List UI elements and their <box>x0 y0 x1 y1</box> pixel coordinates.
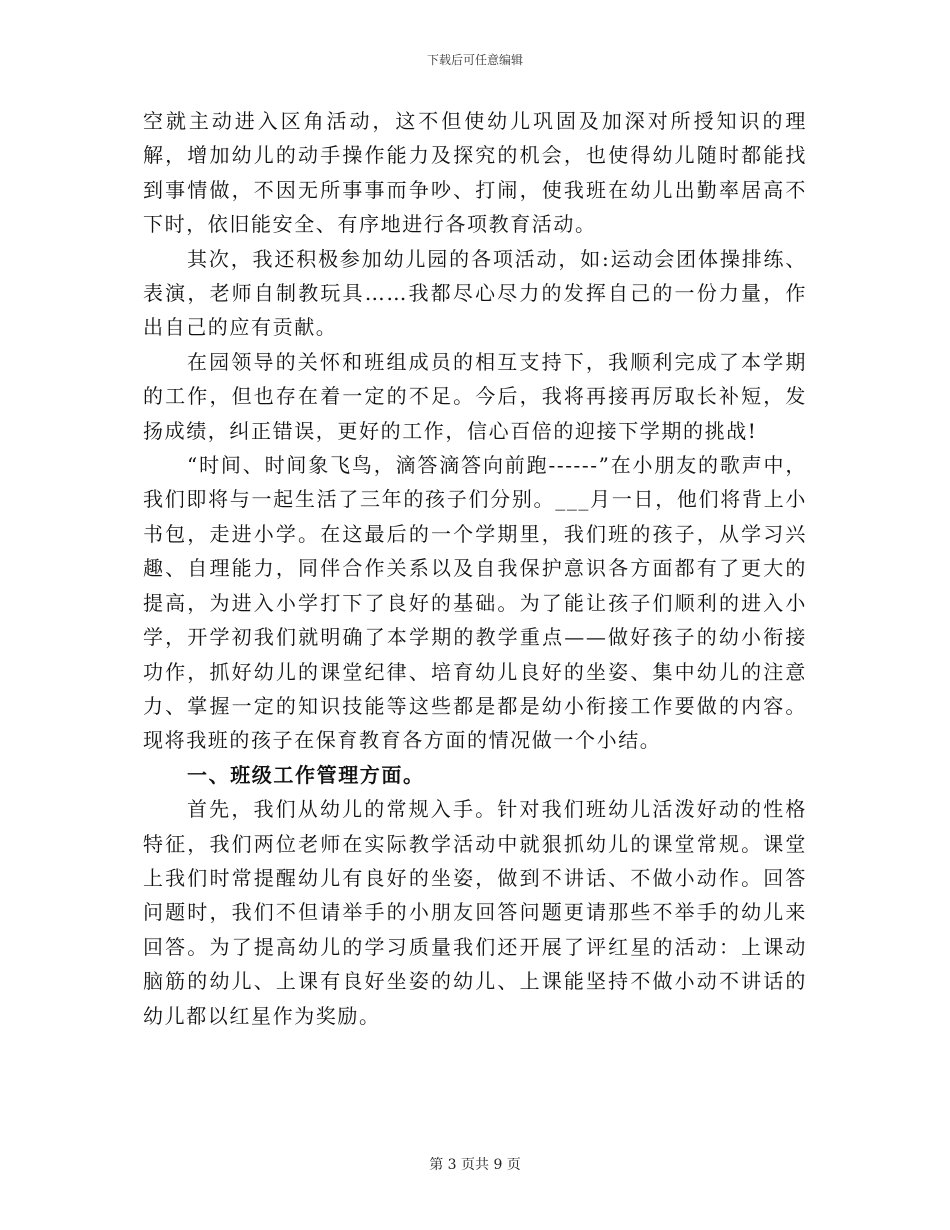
paragraph-summary: 在园领导的关怀和班组成员的相互支持下，我顺利完成了本学期的工作，但也存在着一定的不足。今后，我将再接再厉取长补短，发扬成绩，纠正错误，更好的工作，信心百倍的迎接下学期的挑战! <box>143 349 807 443</box>
page-number: 第 3 页共 9 页 <box>429 1157 521 1173</box>
document-body <box>143 104 807 1033</box>
paragraph-continuation: 空就主动进入区角活动，这不但使幼儿巩固及加深对所授知识的理解，增加幼儿的动手操作能力及探究的机会，也使得幼儿随时都能找到事情做，不因无所事事而争吵、打闹，使我班在幼儿出勤率居高不下时，依旧能安全、有序地进行各项教育活动。 <box>143 109 807 237</box>
paragraph-activities: 其次，我还积极参加幼儿园的各项活动，如:运动会团体操排练、表演，老师自制教玩具……我都尽心尽力的发挥自己的一份力量，作出自己的应有贡献。 <box>143 246 807 340</box>
paragraph-intro: “时间、时间象飞鸟，滴答滴答向前跑------”在小朋友的歌声中，我们即将与一起生活了三年的孩子们分别。___月一日，他们将背上小书包，走进小学。在这最后的一个学期里，我们班的孩子，从学习兴趣、自理能力，同伴合作关系以及自我保护意识各方面都有了更大的提高，为进入小学打下了良好的基础。为了能让孩子们顺利的进入小学，开学初我们就明确了本学期的教学重点——做好孩子的幼小衔接功作，抓好幼儿的课堂纪律、培育幼儿良好的坐姿、集中幼儿的注意力、掌握一定的知识技能等这些都是都是幼小衔接工作要做的内容。现将我班的孩子在保育教育各方面的情况做一个小结。 <box>143 453 807 753</box>
page-header: 下载后可任意编辑 <box>426 53 523 67</box>
paragraph-class-management: 首先，我们从幼儿的常规入手。针对我们班幼儿活泼好动的性格特征，我们两位老师在实际教学活动中就狠抓幼儿的课堂常规。课堂上我们时常提醒幼儿有良好的坐姿，做到不讲话、不做小动作。回答问题时，我们不但请举手的小朋友回答问题更请那些不举手的幼儿来回答。为了提高幼儿的学习质量我们还开展了评红星的活动：上课动脑筋的幼儿、上课有良好坐姿的幼儿、上课能坚持不做小动不讲话的幼儿都以红星作为奖励。 <box>143 797 807 1028</box>
section-heading: 一、班级工作管理方面。 <box>187 762 425 787</box>
